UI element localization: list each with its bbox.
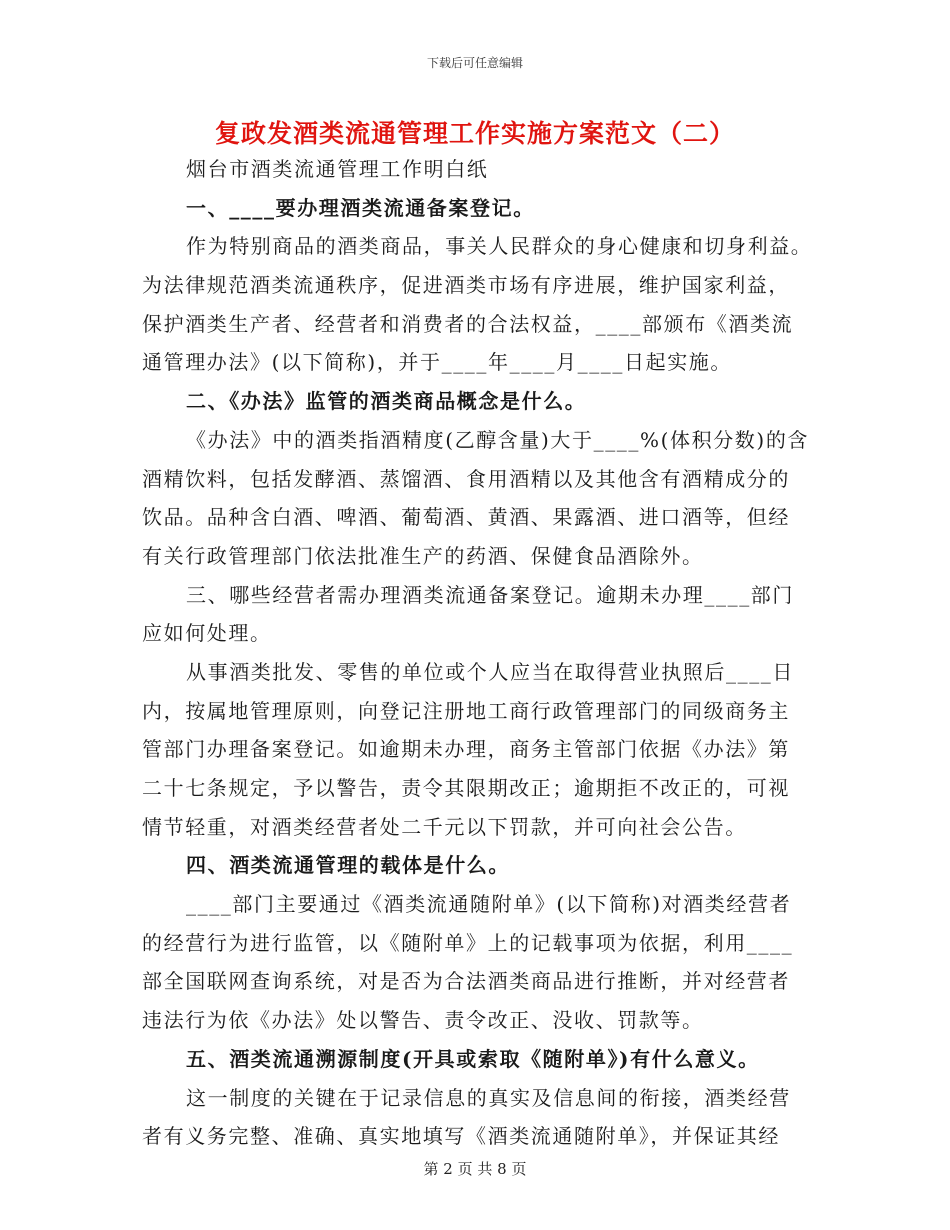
section-heading-2: 二、《办法》监管的酒类商品概念是什么。	[186, 389, 587, 414]
paragraph-line: 饮品。品种含白酒、啤酒、葡萄酒、黄酒、果露酒、进口酒等，但经	[142, 505, 790, 530]
document-subtitle: 烟台市酒类流通管理工作明白纸	[186, 157, 489, 181]
paragraph-line: 为法律规范酒类流通秩序，促进酒类市场有序进展，维护国家利益，	[142, 273, 790, 298]
paragraph-line: 作为特别商品的酒类商品，事关人民群众的身心健康和切身利益。	[186, 234, 812, 259]
paragraph-line: 酒精饮料，包括发酵酒、蒸馏酒、食用酒精以及其他含有酒精成分的	[142, 466, 790, 491]
paragraph-line: 应如何处理。	[142, 621, 272, 646]
section-heading-1: 一、____要办理酒类流通备案登记。	[186, 195, 535, 220]
paragraph-line: 二十七条规定，予以警告，责令其限期改正；逾期拒不改正的，可视	[142, 776, 790, 800]
document-body	[142, 150, 812, 1156]
paragraph-line: 有关行政管理部门依法批准生产的药酒、保健食品酒除外。	[142, 543, 704, 568]
paragraph-line: 内，按属地管理原则，向登记注册地工商行政管理部门的同级商务主	[142, 698, 790, 723]
paragraph-line: ____部门主要通过《酒类流通随附单》(以下简称)对酒类经营者	[186, 892, 792, 917]
paragraph-line: 保护酒类生产者、经营者和消费者的合法权益，____部颁布《酒类流	[142, 311, 794, 336]
section-heading-4: 四、酒类流通管理的载体是什么。	[186, 853, 510, 878]
paragraph-line: 《办法》中的酒类指酒精度(乙醇含量)大于____%(体积分数)的含	[186, 427, 810, 452]
page-number: 第 2 页 共 8 页	[423, 1160, 527, 1178]
paragraph-line: 通管理办法》(以下简称)，并于____年____月____日起实施。	[142, 350, 733, 375]
section-heading-5: 五、酒类流通溯源制度(开具或索取《随附单》)有什么意义。	[186, 1046, 760, 1071]
paragraph-line: 的经营行为进行监管，以《随附单》上的记载事项为依据，利用____	[142, 930, 794, 955]
paragraph-line: 管部门办理备案登记。如逾期未办理，商务主管部门依据《办法》第	[142, 737, 790, 762]
paragraph-line: 从事酒类批发、零售的单位或个人应当在取得营业执照后____日	[186, 659, 794, 684]
section-heading-3: 三、哪些经营者需办理酒类流通备案登记。逾期未办理____部门	[186, 582, 794, 607]
document-title: 复政发酒类流通管理工作实施方案范文（二）	[214, 119, 735, 148]
paragraph-line: 情节轻重，对酒类经营者处二千元以下罚款，并可向社会公告。	[142, 814, 747, 839]
paragraph-line: 这一制度的关键在于记录信息的真实及信息间的衔接，酒类经营	[186, 1085, 791, 1110]
paragraph-line: 者有义务完整、准确、真实地填写《酒类流通随附单》，并保证其经	[142, 1124, 780, 1149]
paragraph-line: 违法行为依《办法》处以警告、责令改正、没收、罚款等。	[142, 1008, 704, 1033]
page-header: 下载后可任意编辑	[426, 56, 523, 70]
paragraph-line: 部全国联网查询系统，对是否为合法酒类商品进行推断，并对经营者	[142, 969, 790, 994]
